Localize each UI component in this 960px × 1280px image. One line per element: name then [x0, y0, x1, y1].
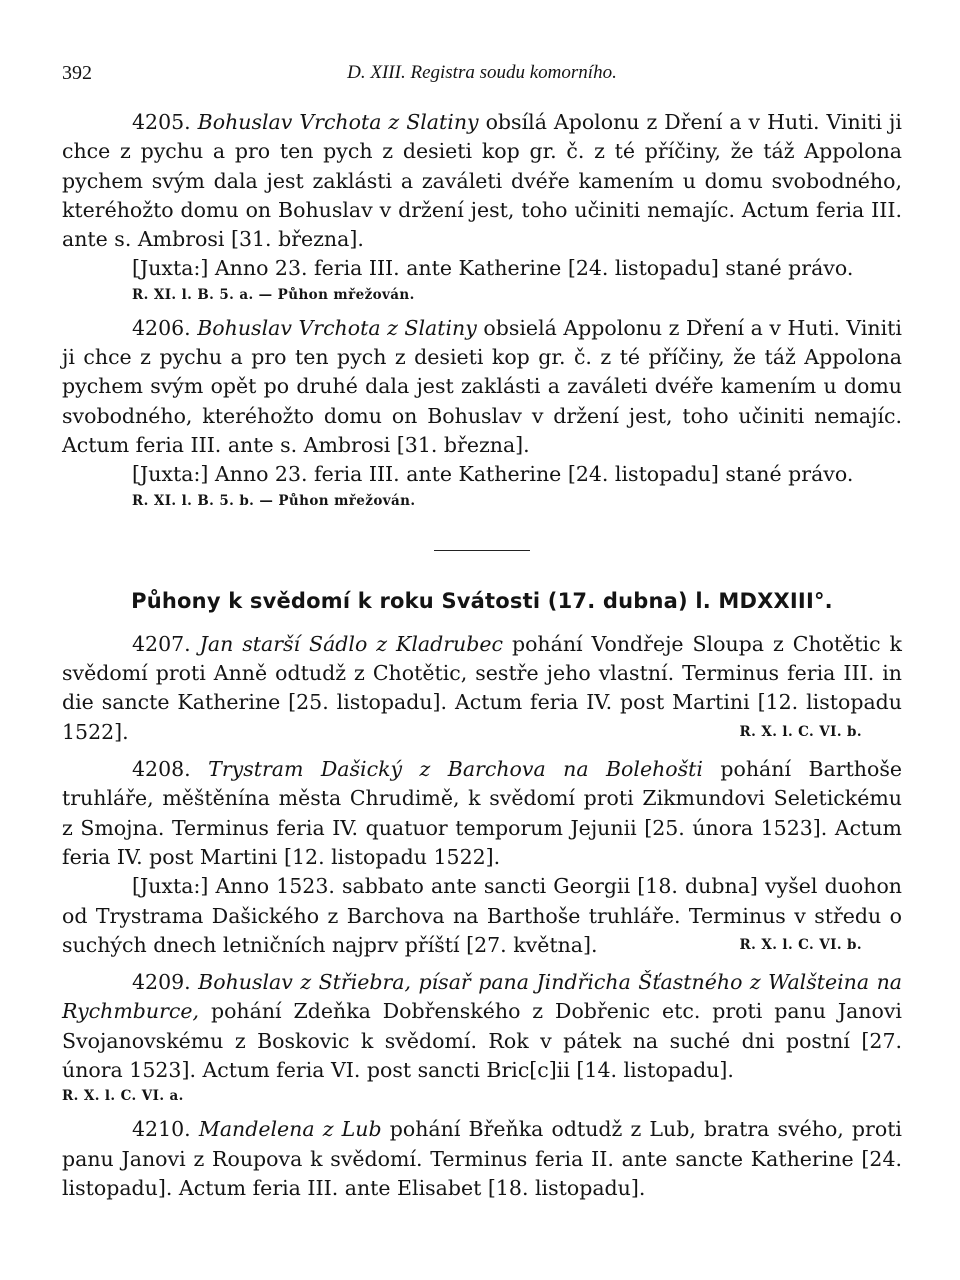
entry-number: 4210. [132, 1117, 191, 1142]
entry-note: [Juxta:] Anno 23. feria III. ante Katherine [24. listopadu] stané právo. [132, 256, 854, 281]
entry-note: [Juxta:] Anno 23. feria III. ante Katherine [24. listopadu] stané právo. [132, 462, 854, 487]
section-divider [434, 550, 530, 551]
entry-text: obsílá Apolonu z Dření a v Huti. Viniti ji chce z pychu a pro ten pych z desieti kop gr. č. z té příčiny, že táž Appolona pychem svým dala jest zaklásti a zaváleti dvéře kamením u domu svobodného, kteréhožto domu on Bohuslav v držení jest, toho učiniti nemajíc. Actum feria III. ante s. Ambrosi [31. března]. [62, 110, 902, 252]
entry-reference: R. X. l. C. VI. b. [739, 936, 862, 953]
entry-person: Bohuslav z Střiebra, písař pana Jindřicha Šťastného z Walšteina na Rychmburce, [62, 970, 902, 1024]
entry-note-text: [Juxta:] Anno 1523. sabbato ante sancti Georgii [18. dubna] vyšel duohon od Trystrama Dašického z Barchova na Barthoše truhláře. Terminus v středu o suchých dnech letničních najprv příští [27. května]. [62, 874, 902, 957]
entry-4206 [62, 314, 902, 460]
body-text [62, 108, 902, 1203]
entry-person: Bohuslav Vrchota z Slatiny [197, 315, 477, 340]
entry-number: 4208. [132, 757, 191, 782]
entry-text: obsielá Appolonu z Dření a v Huti. Viniti ji chce z pychu a pro ten pych z desieti kop gr. č. z té příčiny, že táž Appolona pychem svým opět po druhé dala jest zaklásti a zaváleti dvéře kamením u domu svobodného, kteréhožto domu on Bohuslav v držení jest, toho učiniti nemajíc. Actum feria III. ante s. Ambrosi [31. března]. [62, 315, 902, 457]
entry-number: 4207. [132, 631, 191, 656]
entry-person: Jan starší Sádlo z Kladrubec [199, 631, 503, 656]
entry-reference: R. X. l. C. VI. b. [739, 723, 862, 740]
entry-note [62, 872, 902, 960]
running-head [62, 58, 902, 90]
entry-number: 4206. [132, 315, 191, 340]
entry-text: pohání Barthoše truhláře, měštěnína města Chrudimě, k svědomí proti Zikmundovi Seletickému z Smojna. Terminus feria IV. quatuor temporum Jejunii [25. února 1523]. Actum feria IV. post Martini [12. listopadu 1522]. [62, 757, 903, 869]
entry-4205 [62, 108, 902, 254]
entry-text: pohání Zdeňka Dobřenského z Dobřenic etc. proti panu Janovi Svojanovskému z Boskovic k svědomí. Rok v pátek na suché dni postní [27. února 1523]. Actum feria VI. post sancti Bric[c]ii [14. listopadu]. [62, 999, 902, 1083]
entry-person: Mandelena z Lub [198, 1117, 382, 1142]
page-number: 392 [62, 62, 92, 84]
entry-text: pohání Vondřeje Sloupa z Chotětic k svědomí proti Anně odtudž z Chotětic, sestře jeho vlastní. Terminus feria III. in die sancte Katherine [25. listopadu]. Actum feria IV. post Martini [12. listopadu 1522]. [62, 631, 902, 744]
entry-reference: R. XI. l. B. 5. b. — Půhon mřežován. [132, 492, 416, 509]
entry-4210 [62, 1115, 902, 1203]
document-page [62, 58, 902, 1203]
entry-number: 4205. [132, 110, 191, 134]
entry-reference: R. XI. l. B. 5. a. — Půhon mřežován. [132, 286, 415, 303]
entry-text: pohání Břeňka odtudž z Lub, bratra svého, proti panu Janovi z Roupova k svědomí. Terminus feria II. ante sancte Katherine [24. listopadu]. Actum feria III. ante Elisabet [18. listopadu]. [62, 1117, 902, 1200]
entry-person: Trystram Dašický z Barchova na Bolehošti [208, 757, 703, 782]
entry-4207 [62, 630, 902, 747]
entry-number: 4209. [132, 970, 191, 995]
entry-4209 [62, 968, 902, 1085]
entry-reference: R. X. l. C. VI. a. [62, 1088, 184, 1105]
section-heading: Půhony k svědomí k roku Svátosti (17. dubna) l. MDXXIII°. [131, 588, 833, 613]
entry-person: Bohuslav Vrchota z Slatiny [197, 110, 479, 134]
entry-4208 [62, 755, 902, 872]
running-title: D. XIII. Registra soudu komorního. [347, 62, 617, 83]
